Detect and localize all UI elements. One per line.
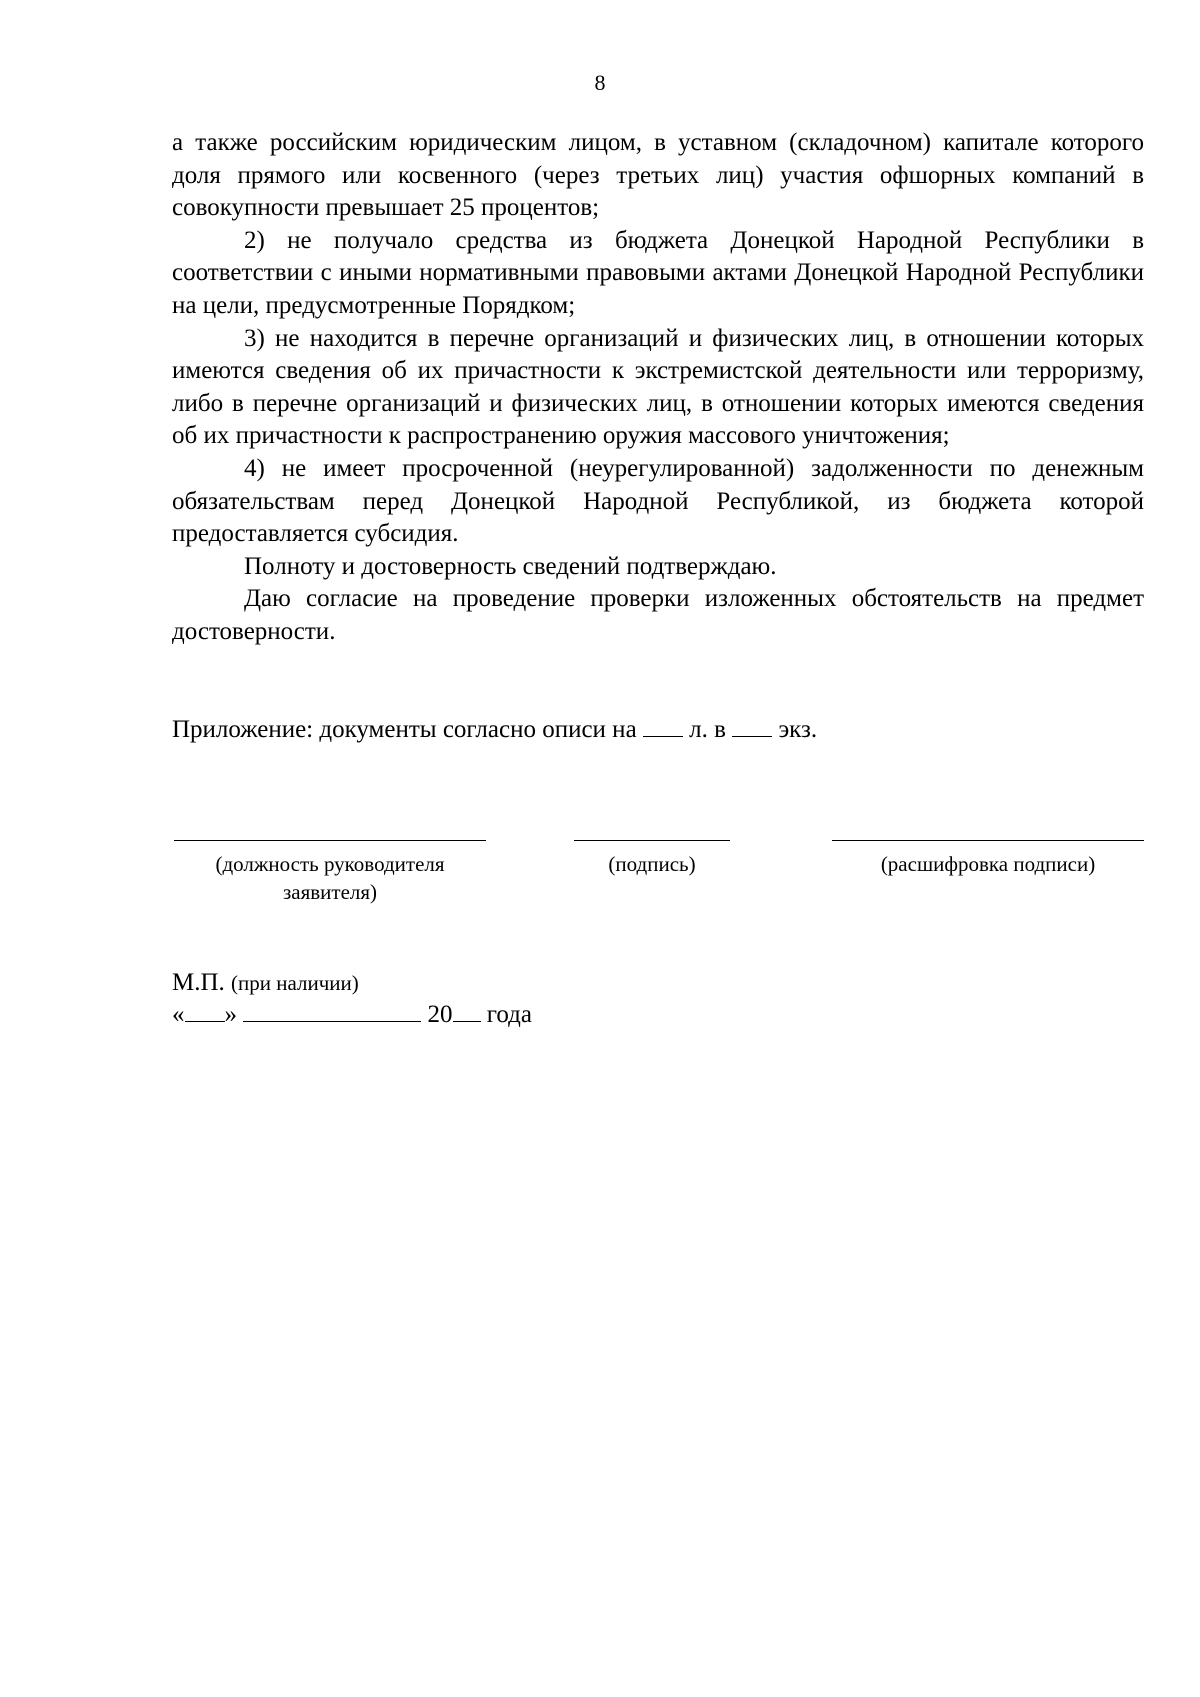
date-close-quote: » (224, 1001, 237, 1028)
paragraph-item-3: 3) не находится в перечне организаций и физических лиц, в отношении которых имеются сведения об их причастности к экстремистской деятельности или терроризму, либо в перечне организаций и физических лиц, в отношении которых имеются сведения об их причастности к распространению оружия массового уничтожения; (172, 324, 1144, 450)
paragraph-consent: Даю согласие на проведение проверки изложенных обстоятельств на предмет достоверности. (172, 585, 1144, 645)
date-line (172, 999, 532, 1031)
year-prefix: 20 (427, 1001, 453, 1028)
page-number: 8 (594, 70, 606, 95)
document-body (172, 127, 1144, 649)
copies-count-blank[interactable] (732, 714, 772, 737)
paragraph-confirmation: Полноту и достоверность сведений подтверждаю. (244, 552, 777, 580)
paragraph-item-2: 2) не получало средства из бюджета Донецкой Народной Республики в соответствии с иными нормативными правовыми актами Донецкой Народной Республики на цели, предусмотренные Порядком; (172, 226, 1144, 319)
position-signature-line[interactable] (174, 840, 486, 841)
attachment-line (172, 714, 1072, 746)
paragraph-item-4: 4) не имеет просроченной (неурегулированной) задолженности по денежным обязательствам перед Донецкой Народной Республикой, из бюджета которой предоставляется субсидия. (172, 454, 1144, 548)
sheets-count-blank[interactable] (643, 714, 683, 737)
signature-line[interactable] (574, 840, 730, 841)
day-blank[interactable] (185, 999, 225, 1022)
stamp-line (172, 967, 359, 999)
attachment-prefix: Приложение: документы согласно описи на (172, 716, 637, 743)
month-blank[interactable] (243, 999, 421, 1022)
year-suffix: года (486, 1001, 532, 1028)
attachment-middle: л. в (689, 716, 726, 743)
attachment-suffix: экз. (778, 716, 818, 743)
position-caption-line1: (должность руководителя (215, 852, 445, 876)
stamp-note: (при наличии) (231, 971, 359, 995)
year-blank[interactable] (453, 999, 481, 1022)
position-caption-line2: заявителя) (282, 880, 378, 904)
decoding-signature-line[interactable] (832, 840, 1144, 841)
date-open-quote: « (172, 1001, 185, 1028)
paragraph-continuation: а также российским юридическим лицом, в уставном (складочном) капитале которого доля прямого или косвенного (через третьих лиц) участия офшорных компаний в совокупности превышает 25 процентов; (172, 129, 1144, 222)
stamp-label: М.П. (172, 969, 225, 996)
decoding-caption: (расшифровка подписи) (880, 852, 1096, 876)
signature-caption: (подпись) (608, 852, 696, 876)
position-caption (174, 850, 486, 906)
